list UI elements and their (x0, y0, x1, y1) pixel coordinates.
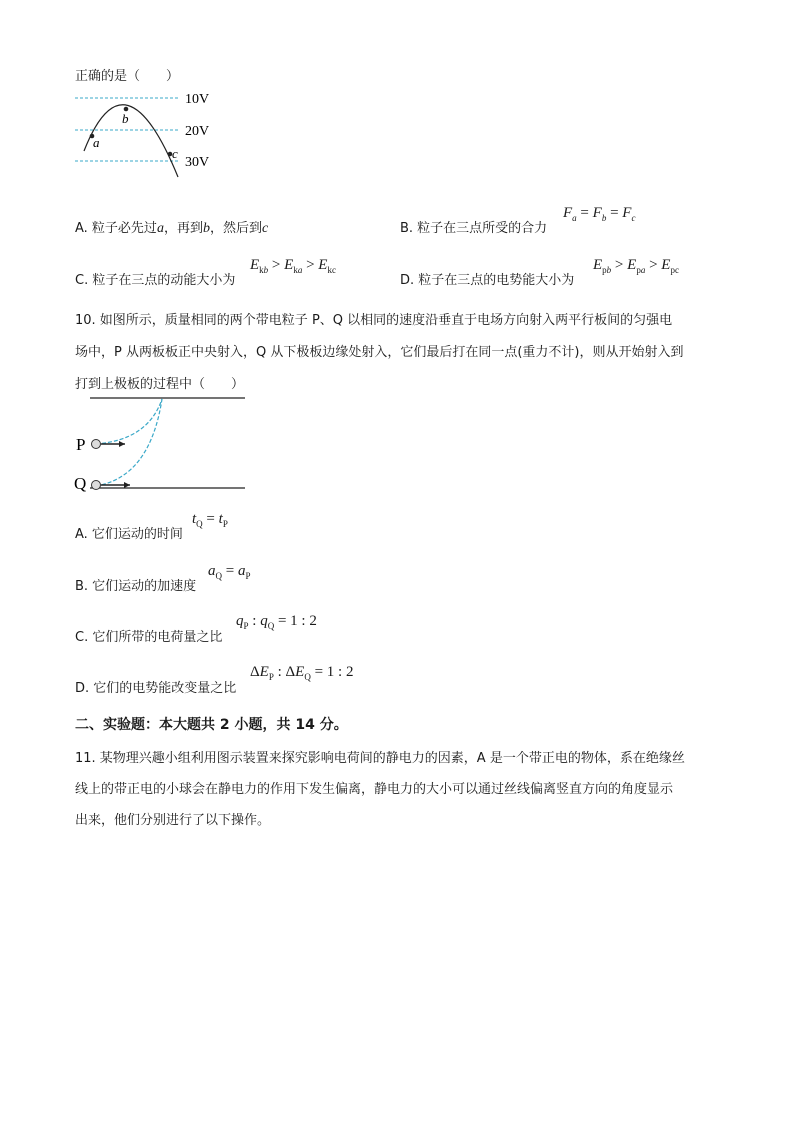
q10-stem-line-2: 场中，P 从两板板正中央射入，Q 从下极板边缘处射入，它们最后打在同一点(重力不计)，则从开始射入到 (75, 345, 684, 360)
label-a: a (93, 135, 100, 150)
section-2-heading: 二、实验题：本大题共 2 小题，共 14 分。 (75, 717, 348, 733)
q10-option-d-formula: $\Delta E_P$ : $\Delta E_Q = 1$ : 2 (250, 664, 354, 682)
q9-option-d[interactable]: D. 粒子在三点的电势能大小为 (400, 273, 575, 288)
velocity-arrowhead-q (124, 482, 130, 488)
q10-option-b-formula: $a_Q = a_P$ (208, 563, 251, 581)
q9-option-b[interactable]: B. 粒子在三点所受的合力 (400, 221, 548, 236)
q9-option-d-formula: $E_{pb} > E_{pa} > E_{pc}$ (593, 257, 679, 275)
q10-stem-line-1: 10. 如图所示，质量相同的两个带电粒子 P、Q 以相同的速度沿垂直于电场方向射入两平行板间的匀强电 (75, 313, 673, 328)
q9-option-c[interactable]: C. 粒子在三点的动能大小为 (75, 273, 236, 288)
label-10v: 10V (185, 92, 210, 107)
label-b: b (122, 111, 129, 126)
q11-stem-line-3: 出来，他们分别进行了以下操作。 (75, 813, 271, 828)
q10-option-d[interactable]: D. 它们的电势能改变量之比 (75, 681, 237, 696)
particle-q (92, 481, 101, 490)
label-q: Q (74, 474, 87, 493)
label-c: c (172, 146, 178, 161)
q11-stem-line-2: 线上的带正电的小球会在静电力的作用下发生偏离，静电力的大小可以通过丝线偏离竖直方向的角度显示 (75, 782, 674, 797)
q9-trajectory-figure (70, 85, 230, 180)
q9-option-c-formula: $E_{kb} > E_{ka} > E_{kc}$ (250, 257, 336, 275)
q10-option-c[interactable]: C. 它们所带的电荷量之比 (75, 630, 223, 645)
q11-stem-line-1: 11. 某物理兴趣小组利用图示装置来探究影响电荷间的静电力的因素，A 是一个带正电的物体，系在绝缘丝 (75, 751, 685, 766)
q9-option-a[interactable]: A. 粒子必先过a，再到b，然后到c (75, 221, 269, 236)
q10-stem-line-3: 打到上极板的过程中（ ） (75, 377, 245, 392)
label-p: P (76, 435, 86, 454)
q10-option-c-formula: $q_P$ : $q_Q = 1$ : 2 (236, 613, 317, 631)
label-20v: 20V (185, 124, 210, 139)
p-trajectory (96, 399, 162, 444)
label-30v: 30V (185, 155, 210, 170)
q10-option-a[interactable]: A. 它们运动的时间 (75, 527, 183, 542)
particle-p (92, 440, 101, 449)
velocity-arrowhead-p (119, 441, 125, 447)
q10-parallel-plates-figure (70, 393, 255, 498)
q9-option-b-formula: $F_a = F_b = F_c$ (563, 205, 636, 223)
q10-option-a-formula: $t_Q = t_P$ (192, 511, 228, 529)
q10-option-b[interactable]: B. 它们运动的加速度 (75, 579, 197, 594)
q9-intro: 正确的是（ ） (75, 69, 180, 84)
